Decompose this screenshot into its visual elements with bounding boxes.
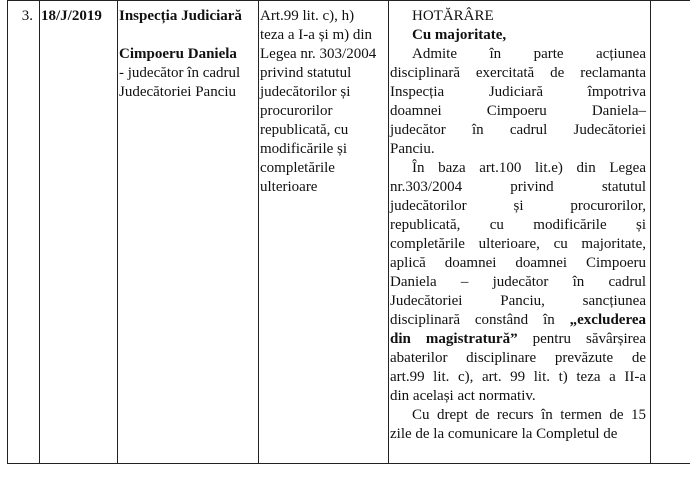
decision-text-line: judecătorilor și procurorilor,: [390, 198, 646, 214]
legal-basis-cell: [260, 7, 388, 197]
column-divider: [258, 1, 259, 463]
legal-basis-line: ulterioare: [260, 179, 318, 195]
decision-text-line: abaterilor disciplinare prevăzute de: [390, 350, 646, 366]
decision-text-line: Cu drept de recurs în termen de 15: [412, 407, 646, 423]
decision-text-line: [390, 330, 646, 349]
decision-text-line: din același act normativ.: [390, 388, 536, 404]
decision-text-line: Judecătoriei Panciu, sancțiunea: [390, 293, 646, 309]
decision-text-line: Admite în parte acțiunea: [412, 46, 646, 62]
decision-text-line: disciplinară exercitată de reclamanta: [390, 65, 646, 81]
legal-basis-line: modificările și: [260, 141, 348, 157]
decision-table: [7, 0, 690, 464]
decision-text-line: În baza art.100 lit.e) din Legea: [412, 160, 646, 176]
column-divider: [650, 1, 651, 463]
parties-cell: [119, 7, 255, 102]
decision-text-line: nr.303/2004 privind statutul: [390, 179, 646, 195]
defendant-role-line: Judecătoriei Panciu: [119, 84, 237, 100]
defendant-role-line: - judecător în cadrul: [119, 65, 241, 81]
column-divider: [39, 1, 40, 463]
legal-basis-line: procurorilor: [260, 103, 333, 119]
legal-basis-line: teza a I-a și m) din: [260, 27, 373, 43]
sanction-emphasis: din magistratură”: [390, 331, 518, 347]
decision-text-line: judecător în cadrul Judecătoriei: [390, 122, 646, 138]
decision-text-line: Inspecția Judiciară împotriva: [390, 84, 646, 100]
decision-cell: [390, 7, 646, 444]
decision-text-line: [390, 311, 646, 330]
legal-basis-line: completările: [260, 160, 335, 176]
decision-majority: Cu majoritate,: [412, 27, 507, 43]
decision-date: 18/J/2019: [41, 8, 102, 24]
legal-basis-line: judecătorilor și: [260, 84, 351, 100]
legal-basis-line: Legea nr. 303/2004: [260, 46, 377, 62]
decision-text-line: zile de la comunicare la Completul de: [390, 426, 618, 442]
decision-heading: HOTĂRÂRE: [412, 8, 494, 24]
decision-text-line: doamnei Cimpoeru Daniela–: [390, 103, 646, 119]
decision-text-line: Daniela – judecător în cadrul: [390, 274, 646, 290]
decision-text-fragment: pentru săvârșirea: [517, 331, 646, 347]
legal-basis-line: Art.99 lit. c), h): [260, 8, 355, 24]
row-number: 3.: [21, 8, 33, 24]
decision-text-line: republicată, cu modificările și: [390, 217, 646, 233]
decision-text-fragment: disciplinară constând în: [390, 312, 555, 328]
defendant-name: Cimpoeru Daniela: [119, 46, 237, 62]
plaintiff-name: Inspecția Judiciară: [119, 8, 242, 24]
column-divider: [388, 1, 389, 463]
decision-text-line: art.99 lit. c), art. 99 lit. t) teza a II-a: [390, 369, 646, 385]
decision-text-line: Panciu.: [390, 141, 435, 157]
decision-text-line: aplică doamnei doamnei Cimpoeru: [390, 255, 646, 271]
legal-basis-line: republicată, cu: [260, 122, 349, 138]
decision-text-line: completările ulterioare, cu majoritate,: [390, 236, 646, 252]
sanction-emphasis: „excluderea: [569, 312, 646, 328]
column-divider: [7, 1, 8, 463]
column-divider: [117, 1, 118, 463]
legal-basis-line: privind statutul: [260, 65, 352, 81]
